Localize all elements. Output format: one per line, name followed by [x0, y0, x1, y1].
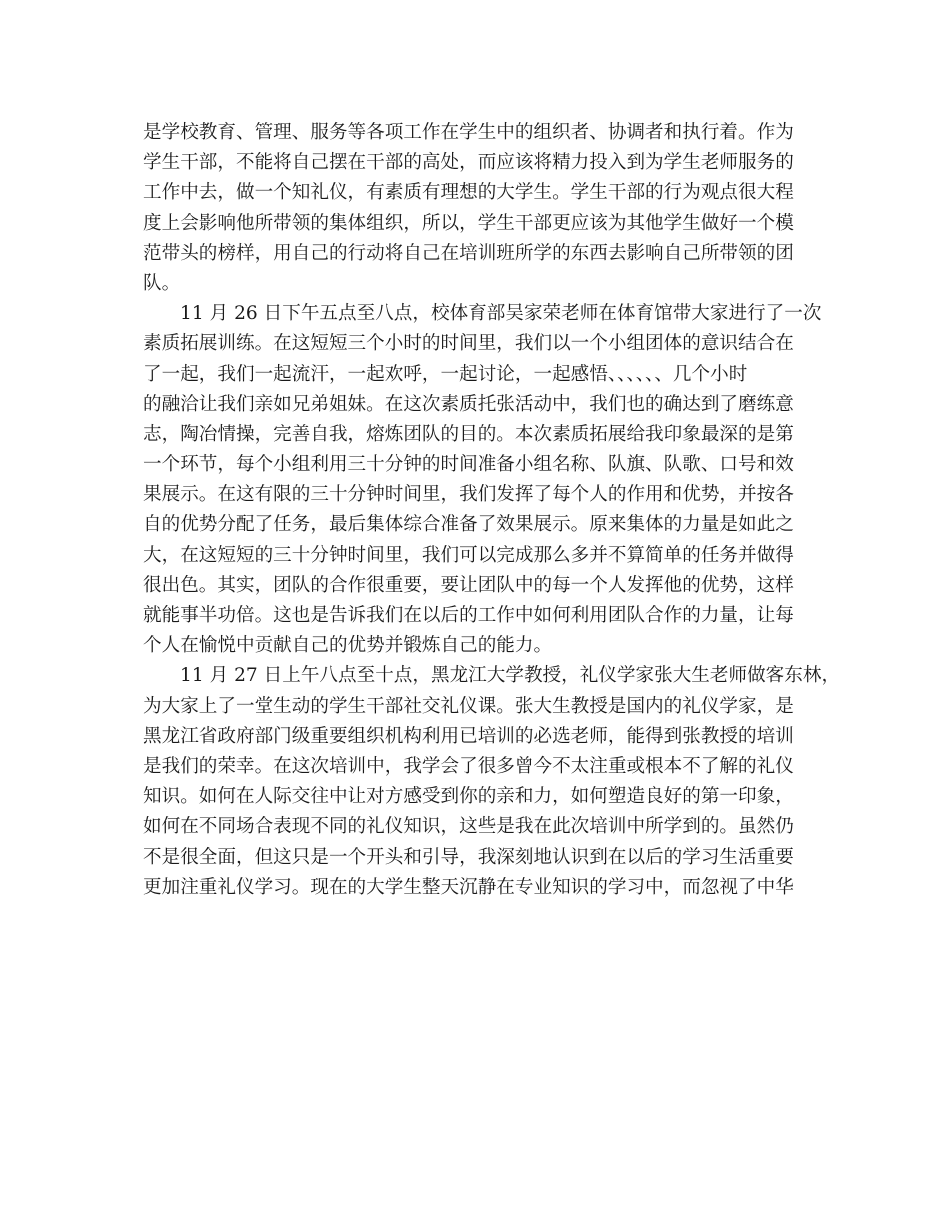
text-line: 如何在不同场合表现不同的礼仪知识，这些是我在此次培训中所学到的。虽然仍: [143, 816, 794, 838]
text-line: 范带头的榜样，用自己的行动将自己在培训班所学的东西去影响自己所带领的团: [143, 242, 794, 264]
text-line: 的融洽让我们亲如兄弟姐妹。在这次素质托张活动中，我们也的确达到了磨练意: [143, 393, 794, 415]
text-line: 了一起，我们一起流汗，一起欢呼，一起讨论，一起感悟、、、、、、几个小时: [143, 363, 748, 385]
text-line: 为大家上了一堂生动的学生干部社交礼仪课。张大生教授是国内的礼仪学家，是: [143, 695, 794, 717]
text-line: 11 月 27 日上午八点至十点，黑龙江大学教授，礼仪学家张大生老师做客东林，: [180, 665, 841, 687]
text-line: 自的优势分配了任务，最后集体综合准备了效果展示。原来集体的力量是如此之: [143, 514, 794, 536]
text-line: 很出色。其实，团队的合作很重要，要让团队中的每一个人发挥他的优势，这样: [143, 574, 794, 596]
text-line: 大，在这短短的三十分钟时间里，我们可以完成那么多并不算简单的任务并做得: [143, 544, 794, 566]
body-text: [143, 118, 841, 903]
text-line: 果展示。在这有限的三十分钟时间里，我们发挥了每个人的作用和优势，并按各: [143, 484, 794, 506]
text-line: 是学校教育、管理、服务等各项工作在学生中的组织者、协调者和执行着。作为: [143, 122, 794, 143]
text-line: 是我们的荣幸。在这次培训中，我学会了很多曾今不太注重或根本不了解的礼仪: [143, 755, 794, 777]
text-line: 学生干部，不能将自己摆在干部的高处，而应该将精力投入到为学生老师服务的: [143, 152, 794, 174]
text-line: 不是很全面，但这只是一个开头和引导，我深刻地认识到在以后的学习生活重要: [143, 846, 794, 868]
text-line: 队。: [143, 272, 181, 294]
paragraph: [143, 299, 822, 661]
text-line: 就能事半功倍。这也是告诉我们在以后的工作中如何利用团队合作的力量，让每: [143, 605, 794, 626]
text-line: 工作中去，做一个知礼仪，有素质有理想的大学生。学生干部的行为观点很大程: [143, 182, 794, 204]
text-line: 知识。如何在人际交往中让对方感受到你的亲和力，如何塑造良好的第一印象，: [143, 786, 794, 808]
text-line: 更加注重礼仪学习。现在的大学生整天沉静在专业知识的学习中，而忽视了中华: [143, 876, 794, 898]
text-line: 11 月 26 日下午五点至八点，校体育部吴家荣老师在体育馆带大家进行了一次: [180, 303, 822, 325]
text-line: 一个环节，每个小组利用三十分钟的时间准备小组名称、队旗、队歌、口号和效: [143, 454, 794, 476]
paragraph: [143, 118, 809, 299]
paragraph: [143, 661, 841, 903]
text-line: 度上会影响他所带领的集体组织，所以，学生干部更应该为其他学生做好一个模: [143, 212, 794, 234]
text-line: 黑龙江省政府部门级重要组织机构利用已培训的必选老师，能得到张教授的培训: [143, 725, 794, 747]
text-line: 志，陶冶情操，完善自我，熔炼团队的目的。本次素质拓展给我印象最深的是第: [143, 423, 794, 445]
text-line: 个人在愉悦中贡献自己的优势并锻炼自己的能力。: [143, 635, 553, 657]
text-line: 素质拓展训练。在这短短三个小时的时间里，我们以一个小组团体的意识结合在: [143, 333, 794, 355]
